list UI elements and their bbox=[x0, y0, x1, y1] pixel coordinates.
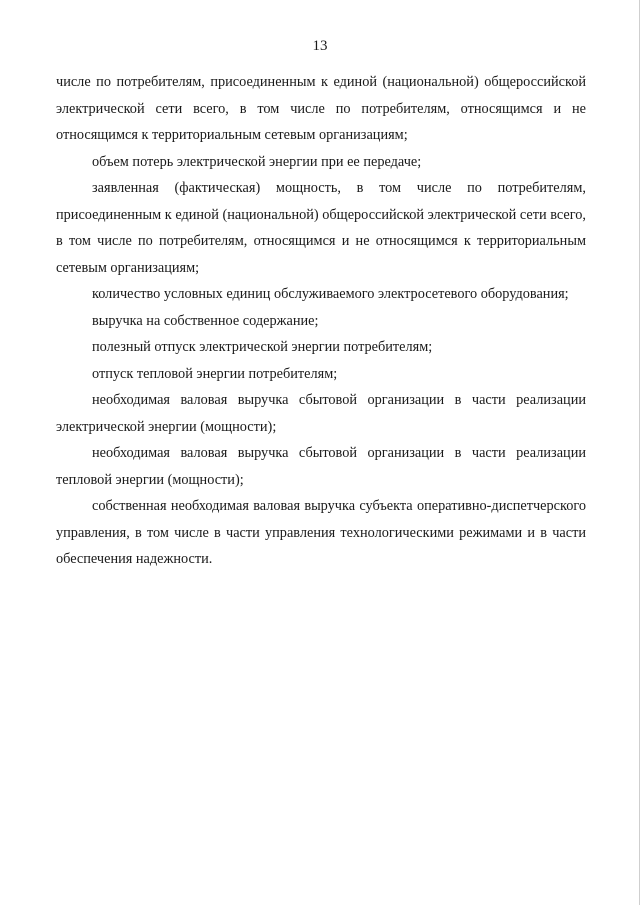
paragraph-dispatch-revenue: собственная необходимая валовая выручка субъекта оперативно-диспетчерского управления, в том числе в части управления технологическими режимами и в части обеспечения надежности. bbox=[56, 498, 586, 567]
paragraph-useful-supply: полезный отпуск электрической энергии потребителям; bbox=[92, 339, 433, 355]
page-number: 13 bbox=[312, 38, 328, 54]
document-body bbox=[56, 69, 586, 573]
paragraph-declared-capacity: заявленная (фактическая) мощность, в том числе по потребителям, присоединенным к единой (национальной) общероссийской электрической сети всего, в том числе по потребителям, относящимся и не относящимся к территориальным сетевым организациям; bbox=[56, 180, 586, 276]
paragraph-sales-revenue-electric: необходимая валовая выручка сбытовой организации в части реализации электрической энергии (мощности); bbox=[56, 392, 586, 435]
paragraph-conventional-units: количество условных единиц обслуживаемого электросетевого оборудования; bbox=[92, 286, 569, 302]
paragraph-continuation: числе по потребителям, присоединенным к единой (национальной) общероссийской электрической сети всего, в том числе по потребителям, относящимся и не относящимся к территориальным сетевым организациям; bbox=[56, 74, 586, 143]
paragraph-losses: объем потерь электрической энергии при ее передаче; bbox=[92, 153, 422, 170]
paragraph-sales-revenue-heat: необходимая валовая выручка сбытовой организации в части реализации тепловой энергии (мощности); bbox=[56, 445, 586, 488]
paragraph-own-revenue: выручка на собственное содержание; bbox=[92, 312, 319, 329]
paragraph-heat-supply: отпуск тепловой энергии потребителям; bbox=[92, 365, 338, 382]
